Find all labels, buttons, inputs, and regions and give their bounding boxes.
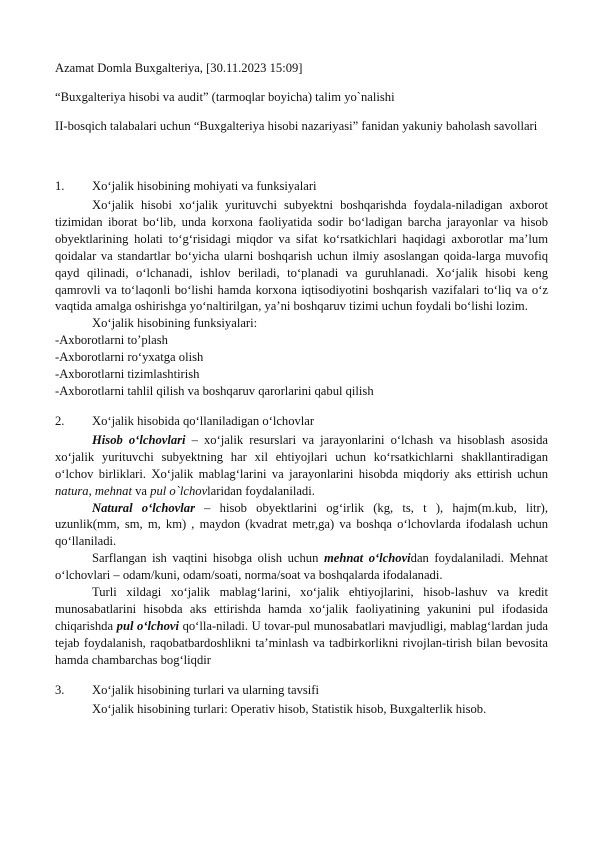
- term-pul-olchovi: pul o‘lchovi: [116, 618, 179, 633]
- section-title: Xo‘jalik hisobining mohiyati va funksiyalari: [92, 179, 317, 193]
- section-2-heading: [55, 414, 548, 429]
- section-1-heading: [55, 179, 548, 194]
- section-number: 2.: [55, 413, 65, 428]
- term-hisob-olchovlari: Hisob o‘lchovlari: [92, 432, 186, 447]
- document-page: [55, 60, 548, 717]
- section-2-paragraph-c: [55, 550, 548, 584]
- text-span: Sarflangan ish vaqtini hisobga olish uchun: [92, 551, 324, 566]
- section-2-paragraph-b: [55, 500, 548, 551]
- list-item: -Axborotlarni ro‘yxatga olish: [55, 350, 204, 365]
- term-pul-olchov: pul o`lchov: [150, 483, 208, 498]
- term-mehnat-olchovi: mehnat o‘lchovi: [323, 551, 411, 566]
- list-item: -Axborotlarni tahlil qilish va boshqaruv qarorlarini qabul qilish: [55, 383, 374, 398]
- list-item: -Axborotlarni to’plash: [55, 333, 168, 348]
- section-2-paragraph-a: [55, 432, 548, 500]
- term-natura: natura: [55, 483, 89, 498]
- section-number: 3.: [55, 682, 65, 697]
- section-title: Xo‘jalik hisobining turlari va ularning tavsifi: [92, 682, 319, 697]
- text-span: laridan foydalaniladi.: [207, 483, 315, 498]
- header-line-2: “Buxgalteriya hisobi va audit” (tarmoqlar boyicha) talim yo`nalishi: [55, 90, 395, 104]
- text-span: – hisob obyektlarini og‘irlik (kg, ts, t ), hajm(m.kub, litr), uzunlik(mm, sm, m, km) , maydon (kvadrat metr,ga) va boshqa o‘lchovlarda ifodalash uchun qo‘llaniladi.: [55, 500, 548, 549]
- text-span: Turli xildagi xo‘jalik mablag‘larini, xo‘jalik ehtiyojlarini, hisob-lashuv va kredit munosabatlarini hisobda aks ettirishda hamda xo‘jalik faoliyatining yakunini pul ifodasida chiqarishda: [55, 585, 548, 633]
- section-number: 1.: [55, 179, 65, 193]
- text-span: ,: [88, 483, 95, 498]
- section-title: Xo‘jalik hisobida qo‘llaniladigan o‘lchovlar: [92, 413, 315, 428]
- header-line-3: II-bosqich talabalari uchun “Buxgalteriya hisobi nazariyasi” fanidan yakuniy baholash savollari: [55, 119, 538, 133]
- text-span: qo‘lla-niladi. U tovar-pul munosabatlari mavjudligi, mablag‘lardan juda tejab foydalanish, raqobatbardoshlikni ta’minlash va tadbirkorlikni rivojlan-tirish bilan bevosita hamda chambarchas bog‘liqdir: [55, 618, 548, 667]
- text-span: dan foydalaniladi. Mehnat o‘lchovlari – odam/kuni, odam/soati, norma/soat va boshqalarda ifodalanadi.: [55, 551, 549, 583]
- section-1-functions-intro: Xo‘jalik hisobining funksiyalari:: [92, 316, 258, 331]
- section-1-paragraph: Xo‘jalik hisobi xo‘jalik yurituvchi subyektni boshqarishda foydala-niladigan axborot tizimidan iborat bo‘lib, unda korxona faoliyatida sodir bo‘ladigan barcha jarayonlar va hisob obyektlarining holati to‘g‘risidagi miqdor va sifat ko‘rsatkichlari haqidagi axborotlar ma’lum qoidalar va standartlar bo‘yicha ularni boshqarish uchun ilmiy asoslangan qoida-larga muvofiq qayd qilinadi, o‘lchanadi, ishlov beriladi, to‘planadi va guruhlanadi. Xo‘jalik hisobi keng qamrovli va to‘laqonli bo‘lishi hamda korxona iqtisodiyotini boshqarish vazifalari to‘liq va o‘z vaqtida amalga oshirishga yo‘naltirilgan, ya’ni boshqaruv tizimi uchun foydali bo‘lishi lozim.: [55, 198, 548, 314]
- term-natural-olchovlar: Natural o‘lchovlar: [92, 500, 195, 515]
- text-span: – xo‘jalik resurslari va jarayonlarini o‘lchash va hisoblash asosida xo‘jalik yurituvchi subyektning har xil ehtiyojlari uchun ko‘rsatkichlarni shakllantiradigan o‘lchov birliklari. Xo‘jalik mablag‘larini va jarayonlarini hisobda miqdoriy aks ettirish uchun: [55, 432, 549, 481]
- list-item: -Axborotlarni tizimlashtirish: [55, 367, 200, 382]
- section-3-paragraph: Xo‘jalik hisobining turlari: Operativ hisob, Statistik hisob, Buxgalterlik hisob.: [92, 701, 487, 716]
- spacer: [55, 147, 548, 165]
- header-line-1: Azamat Domla Buxgalteriya, [30.11.2023 15:09]: [55, 61, 303, 75]
- text-span: va: [131, 483, 151, 498]
- section-3-heading: [55, 683, 548, 698]
- section-2-paragraph-d: [55, 584, 548, 669]
- term-mehnat: mehnat: [94, 483, 132, 498]
